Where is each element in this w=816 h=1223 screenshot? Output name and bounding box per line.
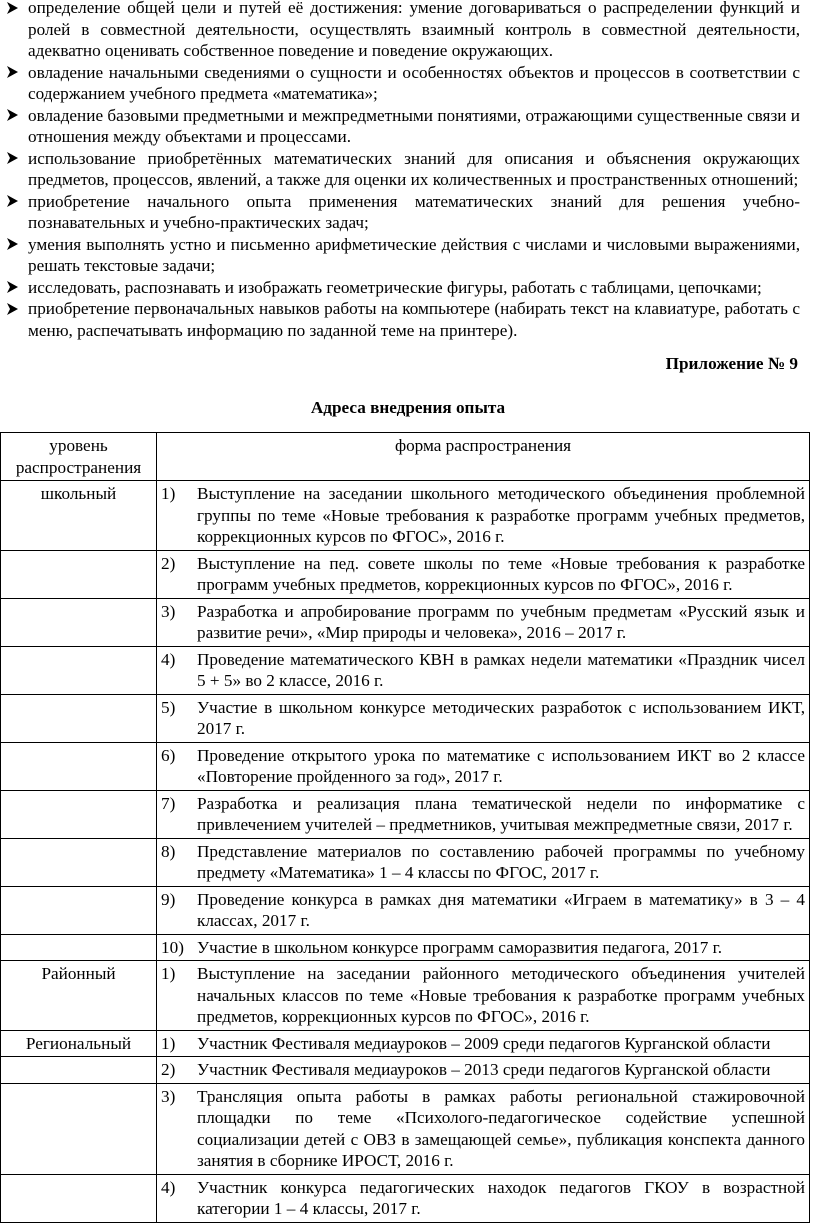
item-text: Участник конкурса педагогических находок педагогов ГКОУ в возрастной категории 1 – 4 классы, 2017 г. [197, 1177, 805, 1218]
item-number: 5) [161, 697, 176, 717]
table-row [1, 481, 810, 551]
item-text: Разработка и апробирование программ по учебным предметам «Русский язык и развитие речи», «Мир природы и человека», 2016 – 2017 г. [197, 601, 805, 642]
form-cell [157, 481, 810, 551]
arrow-bullet-icon [1, 148, 23, 169]
item-number: 2) [161, 1060, 176, 1079]
table-row [1, 934, 810, 961]
table-row [1, 550, 810, 598]
header-level: уровень распространения [1, 433, 157, 481]
arrow-bullet-icon [1, 191, 23, 212]
level-cell [1, 934, 157, 961]
form-cell [157, 1030, 810, 1057]
item-number: 4) [161, 1177, 176, 1197]
list-item [161, 697, 805, 740]
item-number: 1) [161, 484, 176, 503]
bullet-text: овладение начальными сведениями о сущности и особенностях объектов и процессов в соответствии с содержанием учебного предмета «математика»; [28, 62, 800, 103]
bullet-text: приобретение первоначальных навыков работы на компьютере (набирать текст на клавиатуре, работать с меню, распечатывать информацию по заданной теме на принтере). [28, 299, 800, 340]
item-number: 4) [161, 649, 176, 669]
bullet-item [0, 105, 816, 148]
list-item [161, 1177, 805, 1220]
bullet-item [0, 148, 816, 191]
form-cell [157, 838, 810, 886]
item-text: Представление материалов по составлению рабочей программы по учебному предмету «Математика» 1 – 4 классы по ФГОС, 2017 г. [197, 841, 805, 882]
item-number: 2) [161, 553, 176, 573]
bullet-text: определение общей цели и путей её достижения: умение договариваться о распределении функций и ролей в совместной деятельности, осуществлять взаимный контроль в совместной деятельности, адекватно оценивать собственное поведение и поведение окружающих. [28, 0, 800, 60]
arrow-bullet-icon [1, 298, 23, 319]
bullet-list [0, 0, 816, 341]
bullet-text: приобретение начального опыта применения математических знаний для решения учебно-познавательных и учебно-практических задач; [28, 191, 800, 232]
item-text: Трансляция опыта работы в рамках работы региональной стажировочной площадки по теме «Психолого-педагогическое содействие успешной социализации детей с ОВЗ в замещающей семье», публикация конспекта данного занятия в сборнике ИРОСТ, 2016 г. [197, 1086, 805, 1170]
item-number: 3) [161, 1086, 176, 1106]
level-cell [1, 694, 157, 742]
table-header-row [1, 433, 810, 481]
level-cell [1, 550, 157, 598]
arrow-bullet-icon [1, 277, 23, 298]
form-cell [157, 694, 810, 742]
form-cell [157, 934, 810, 961]
item-number: 6) [161, 745, 176, 765]
form-cell [157, 790, 810, 838]
item-number: 1) [161, 964, 176, 983]
form-cell [157, 961, 810, 1031]
level-cell [1, 1057, 157, 1084]
bullet-item [0, 277, 816, 299]
item-text: Выступление на пед. совете школы по теме «Новые требования к разработке программ учебных предметов, коррекционных курсов по ФГОС», 2016 г. [197, 553, 805, 594]
level-cell [1, 790, 157, 838]
table-row [1, 694, 810, 742]
level-cell [1, 598, 157, 646]
list-item [161, 649, 805, 692]
table-row [1, 742, 810, 790]
level-label: Районный [41, 964, 116, 983]
bullet-item [0, 298, 816, 341]
list-item [161, 601, 805, 644]
list-item [161, 1033, 805, 1055]
bullet-item [0, 62, 816, 105]
item-text: Участник Фестиваля медиауроков – 2009 среди педагогов Курганской области [197, 1033, 771, 1053]
table-title: Адреса внедрения опыта [310, 398, 506, 417]
list-item [161, 937, 805, 959]
table-row [1, 961, 810, 1031]
list-item [161, 553, 805, 596]
level-cell [1, 1083, 157, 1174]
table-row [1, 646, 810, 694]
arrow-bullet-icon [1, 234, 23, 255]
level-cell [1, 481, 157, 551]
item-text: Проведение математического КВН в рамках недели математики «Праздник чисел 5 + 5» во 2 классе, 2016 г. [197, 649, 805, 690]
item-number: 3) [161, 601, 176, 621]
item-text: Проведение конкурса в рамках дня математики «Играем в математику» в 3 – 4 классах, 2017 г. [197, 889, 805, 930]
list-item [161, 963, 805, 1028]
table-row [1, 1174, 810, 1222]
item-text: Выступление на заседании школьного методического объединения проблемной группы по теме «Новые требования к разработке программ учебных предметов, коррекционных курсов по ФГОС», 2016 г. [197, 484, 805, 546]
level-cell [1, 838, 157, 886]
list-item [161, 889, 805, 932]
table-row [1, 1057, 810, 1084]
header-form: форма распространения [157, 433, 810, 481]
item-number: 9) [161, 889, 176, 909]
bullet-text: умения выполнять устно и письменно арифметические действия с числами и числовыми выражениями, решать текстовые задачи; [28, 234, 800, 275]
item-text: Выступление на заседании районного методического объединения учителей начальных классов по теме «Новые требования к разработке программ учебных предметов, коррекционных курсов по ФГОС», 2016 г. [197, 964, 805, 1026]
level-cell [1, 742, 157, 790]
form-cell [157, 1057, 810, 1084]
dissemination-table [0, 432, 810, 1223]
list-item [161, 841, 805, 884]
arrow-bullet-icon [1, 0, 23, 18]
item-text: Участник Фестиваля медиауроков – 2013 среди педагогов Курганской области [197, 1060, 771, 1079]
level-cell [1, 1030, 157, 1057]
table-row [1, 598, 810, 646]
list-item [161, 1086, 805, 1172]
item-number: 1) [161, 1033, 176, 1053]
form-cell [157, 1174, 810, 1222]
list-item [161, 483, 805, 548]
table-row [1, 1083, 810, 1174]
arrow-bullet-icon [1, 62, 23, 83]
level-cell [1, 961, 157, 1031]
list-item [161, 793, 805, 836]
bullet-item [0, 0, 816, 62]
table-row [1, 838, 810, 886]
bullet-item [0, 191, 816, 234]
item-text: Проведение открытого урока по математике с использованием ИКТ во 2 классе «Повторение пройденного за год», 2017 г. [197, 745, 805, 786]
item-text: Участие в школьном конкурсе программ саморазвития педагога, 2017 г. [197, 937, 722, 957]
bullet-text: использование приобретённых математических знаний для описания и объяснения окружающих предметов, процессов, явлений, а также для оценки их количественных и пространственных отношений; [28, 148, 800, 189]
form-cell [157, 598, 810, 646]
form-cell [157, 1083, 810, 1174]
level-label: Региональный [25, 1033, 132, 1053]
arrow-bullet-icon [1, 105, 23, 126]
form-cell [157, 550, 810, 598]
item-text: Разработка и реализация плана тематической недели по информатике с привлечением учителей – предметников, учитывая межпредметные связи, 2017 г. [197, 793, 805, 834]
item-number: 7) [161, 793, 176, 813]
list-item [161, 1059, 805, 1081]
bullet-text: исследовать, распознавать и изображать геометрические фигуры, работать с таблицами, цепочками; [28, 277, 762, 297]
appendix-label: Приложение № 9 [665, 354, 798, 373]
level-label: школьный [40, 484, 117, 503]
bullet-text: овладение базовыми предметными и межпредметными понятиями, отражающими существенные связи и отношения между объектами и процессами. [28, 105, 800, 146]
item-number: 10) [161, 937, 184, 957]
form-cell [157, 886, 810, 934]
form-cell [157, 646, 810, 694]
item-number: 8) [161, 841, 176, 861]
table-row [1, 886, 810, 934]
level-cell [1, 646, 157, 694]
level-cell [1, 886, 157, 934]
level-cell [1, 1174, 157, 1222]
table-row [1, 790, 810, 838]
list-item [161, 745, 805, 788]
table-row [1, 1030, 810, 1057]
item-text: Участие в школьном конкурсе методических разработок с использованием ИКТ, 2017 г. [197, 697, 805, 738]
form-cell [157, 742, 810, 790]
bullet-item [0, 234, 816, 277]
